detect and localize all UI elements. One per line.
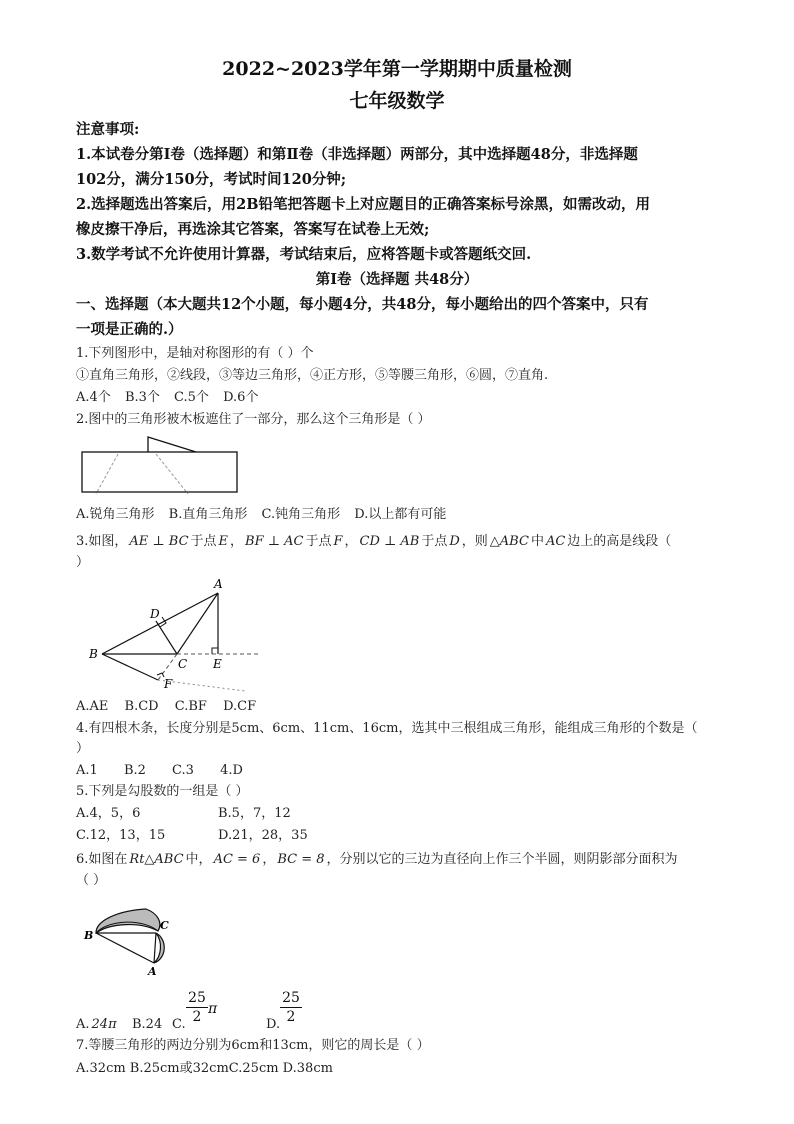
q3-option-b[interactable]: B.CD bbox=[124, 699, 159, 714]
math-triangle-abc: △ABC bbox=[489, 534, 529, 549]
q4-option-a[interactable]: A.1 bbox=[76, 763, 98, 778]
q1-items: ①直角三角形，②线段，③等边三角形，④正方形，⑤等腰三角形，⑥圆，⑦直角. bbox=[76, 368, 549, 383]
notice-item-1-line-1: 1.本试卷分第Ⅰ卷（选择题）和第Ⅱ卷（非选择题）两部分，其中选择题48分，非选择题 bbox=[76, 146, 638, 163]
q1-option-a[interactable]: A.4个 bbox=[76, 390, 111, 405]
math-bf-perp-ac: BF ⊥ AC bbox=[245, 534, 304, 549]
label-e: E bbox=[213, 657, 222, 671]
q3-option-d[interactable]: D.CF bbox=[223, 699, 257, 714]
math-rt-triangle-abc: Rt△ABC bbox=[129, 852, 184, 867]
q1-option-b[interactable]: B.3个 bbox=[124, 390, 160, 405]
q3-option-c[interactable]: C.BF bbox=[174, 699, 207, 714]
altitude-cd bbox=[156, 621, 177, 654]
fraction-denominator: 2 bbox=[192, 1009, 202, 1025]
label-c: C bbox=[160, 919, 169, 932]
q3-options bbox=[76, 697, 256, 717]
q6-semicircles-figure bbox=[78, 895, 190, 977]
notice-item-1-line-2: 102分，满分150分，考试时间120分钟; bbox=[76, 171, 347, 188]
side-ab bbox=[102, 593, 218, 654]
exam-title: 2022~2023学年第一学期期中质量检测 bbox=[222, 58, 572, 80]
q4-option-c[interactable]: C.3 bbox=[172, 763, 194, 778]
q4-stem-close: ） bbox=[76, 741, 90, 756]
q7-options[interactable]: A.32cm B.25cm或32cmC.25cm D.38cm bbox=[76, 1061, 333, 1076]
notice-item-3: 3.数学考试不允许使用计算器，考试结束后，应将答题卡或答题纸交回. bbox=[76, 246, 532, 263]
q2-board-figure bbox=[78, 432, 242, 496]
label-b: B bbox=[84, 929, 94, 942]
right-angle-mark-e bbox=[212, 648, 218, 654]
fraction-numerator: 25 bbox=[282, 990, 300, 1006]
q3-stem-close: ） bbox=[76, 555, 90, 570]
segment-bf bbox=[102, 654, 158, 680]
q3-stem: 3.如图， AE ⊥ BC 于点 E ， BF ⊥ AC 于点 F ， CD ⊥ AB 于点 D ，则 △ABC 中 AC 边上的高是线段（ bbox=[76, 534, 672, 549]
math-cd-perp-ab: CD ⊥ AB bbox=[359, 534, 420, 549]
q5-options-row-1 bbox=[76, 804, 291, 824]
notice-item-2-line-2: 橡皮擦干净后，再选涂其它答案，答案写在试卷上无效; bbox=[76, 221, 430, 238]
q6-option-d-label[interactable]: D. bbox=[266, 1017, 281, 1032]
q1-stem: 1.下列图形中，是轴对称图形的有（ ）个 bbox=[76, 346, 314, 361]
side-ac bbox=[177, 593, 218, 654]
label-d: D bbox=[150, 607, 160, 621]
q4-options bbox=[76, 761, 243, 781]
q1-options bbox=[76, 388, 258, 408]
q2-option-a[interactable]: A.锐角三角形 bbox=[76, 507, 155, 522]
label-b: B bbox=[89, 647, 98, 661]
math-bc-equals-8: BC = 8 bbox=[277, 852, 325, 867]
q5-option-b[interactable]: B.5，7，12 bbox=[218, 806, 291, 821]
triangle-visible-apex bbox=[148, 437, 196, 452]
triangle-hidden-side-right bbox=[156, 454, 188, 494]
part-1-title: 第Ⅰ卷（选择题 共48分） bbox=[315, 271, 479, 288]
math-ae-perp-bc: AE ⊥ BC bbox=[129, 534, 189, 549]
q6-stem-close: （ ） bbox=[76, 873, 107, 888]
q6-option-d-fraction bbox=[280, 990, 302, 1025]
q3-triangle-figure bbox=[80, 576, 260, 696]
triangle-hidden-side-left bbox=[96, 454, 118, 494]
q2-stem: 2.图中的三角形被木板遮住了一部分，那么这个三角形是（ ） bbox=[76, 412, 431, 427]
q1-option-d[interactable]: D.6个 bbox=[223, 390, 259, 405]
math-ac-equals-6: AC = 6 bbox=[213, 852, 261, 867]
q4-stem: 4.有四根木条，长度分别是5cm、6cm、11cm、16cm，选其中三根组成三角形，能组成三角形的个数是（ bbox=[76, 721, 698, 736]
side-ab bbox=[96, 933, 154, 963]
q6-option-b[interactable]: B.24 bbox=[132, 1017, 163, 1032]
math-24-pi: 24π bbox=[91, 1017, 117, 1032]
notice-heading: 注意事项: bbox=[76, 121, 140, 138]
q2-option-b[interactable]: B.直角三角形 bbox=[168, 507, 248, 522]
q3-option-a[interactable]: A.AE bbox=[76, 699, 109, 714]
notice-item-2-line-1: 2.选择题选出答案后，用2B铅笔把答题卡上对应题目的正确答案标号涂黑，如需改动，用 bbox=[76, 196, 650, 213]
section-1-line-2: 一项是正确的.） bbox=[76, 321, 183, 338]
q5-options-row-2 bbox=[76, 826, 308, 846]
shaded-lune-left bbox=[96, 909, 160, 933]
q1-option-c[interactable]: C.5个 bbox=[174, 390, 209, 405]
section-1-line-1: 一、选择题（本大题共12个小题，每小题4分，共48分，每小题给出的四个答案中，只有 bbox=[76, 296, 649, 313]
q6-option-c-fraction bbox=[186, 990, 208, 1025]
label-f: F bbox=[164, 677, 173, 691]
q5-option-c[interactable]: C.12，13，15 bbox=[76, 828, 166, 843]
label-a: A bbox=[214, 577, 223, 591]
q2-option-c[interactable]: C.钝角三角形 bbox=[261, 507, 341, 522]
q2-options bbox=[76, 505, 446, 525]
q6-option-c-pi: π bbox=[208, 1001, 218, 1017]
label-a: A bbox=[148, 965, 157, 977]
q7-stem: 7.等腰三角形的两边分别为6cm和13cm，则它的周长是（ ） bbox=[76, 1038, 430, 1053]
q2-option-d[interactable]: D.以上都有可能 bbox=[354, 507, 447, 522]
q6-stem: 6.如图在 Rt△ABC 中， AC = 6 ， BC = 8 ，分别以它的三边为直径向上作三个半圆，则阴影部分面积为 bbox=[76, 852, 678, 867]
q5-option-a[interactable]: A.4，5，6 bbox=[76, 806, 141, 821]
q6-option-c-label[interactable]: C. bbox=[172, 1017, 186, 1032]
q4-option-b[interactable]: B.2 bbox=[123, 763, 146, 778]
side-ca bbox=[154, 933, 156, 963]
label-c: C bbox=[178, 657, 188, 671]
fraction-numerator: 25 bbox=[188, 990, 206, 1006]
q5-stem: 5.下列是勾股数的一组是（ ） bbox=[76, 784, 249, 799]
exam-subtitle: 七年级数学 bbox=[349, 90, 445, 112]
fraction-denominator: 2 bbox=[286, 1009, 296, 1025]
q4-option-d[interactable]: 4.D bbox=[220, 763, 243, 778]
q5-option-d[interactable]: D.21，28，35 bbox=[218, 828, 308, 843]
q6-option-a[interactable]: A. 24π bbox=[76, 1017, 117, 1032]
